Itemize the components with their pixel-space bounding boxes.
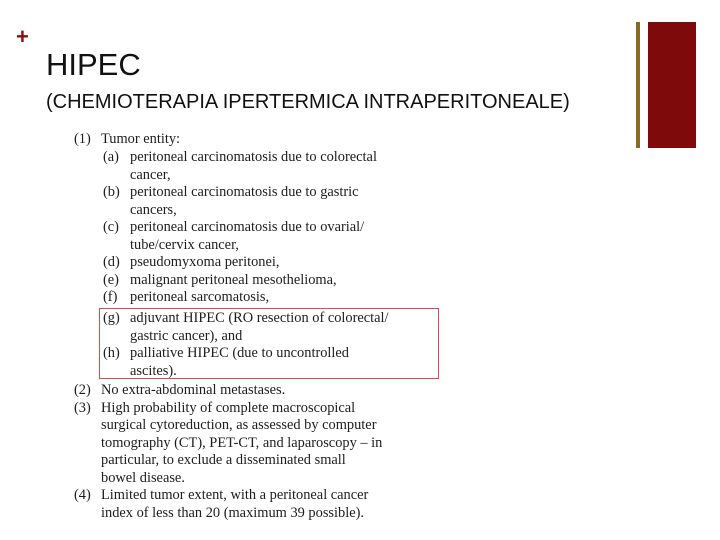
item-text: High probability of complete macroscopical	[101, 399, 356, 416]
item-marker: (4)	[74, 487, 91, 503]
item-text: particular, to exclude a disseminated small	[101, 452, 346, 468]
sub-item-text: gastric cancer), and	[130, 327, 243, 344]
item-text: index of less than 20 (maximum 39 possible).	[101, 504, 364, 521]
sub-item-marker: (f)	[103, 289, 118, 305]
sub-item-text: pseudomyxoma peritonei,	[130, 254, 280, 270]
sub-item-text: malignant peritoneal mesothelioma,	[130, 271, 337, 288]
sub-item-text: tube/cervix cancer,	[130, 236, 239, 253]
sub-item-text: palliative HIPEC (due to uncontrolled	[130, 345, 350, 361]
sub-item-text: peritoneal carcinomatosis due to ovarial/	[130, 219, 365, 235]
sub-item-marker: (c)	[103, 219, 119, 235]
sub-item-text: ascites).	[130, 362, 177, 379]
item-text: surgical cytoreduction, as assessed by computer	[101, 417, 377, 433]
decorative-red-block	[648, 22, 696, 148]
sub-item-text: cancers,	[130, 201, 177, 218]
sub-item-marker: (b)	[103, 184, 120, 200]
item-text: tomography (CT), PET-CT, and laparoscopy – in	[101, 434, 383, 451]
slide-subtitle: (CHEMIOTERAPIA IPERTERMICA INTRAPERITONEALE)	[46, 91, 570, 113]
sub-item-marker: (h)	[103, 345, 120, 361]
sub-item-text: cancer,	[130, 166, 171, 183]
item-text: Limited tumor extent, with a peritoneal cancer	[101, 487, 369, 503]
item-marker: (2)	[74, 382, 91, 398]
sub-item-marker: (g)	[103, 310, 120, 326]
item-text: Tumor entity:	[101, 131, 181, 147]
sub-item-text: peritoneal carcinomatosis due to gastric	[130, 184, 359, 200]
item-marker: (3)	[74, 399, 91, 416]
decorative-gold-bar	[636, 22, 640, 148]
item-text: No extra-abdominal metastases.	[101, 382, 286, 398]
sub-item-text: peritoneal sarcomatosis,	[130, 289, 270, 305]
sub-item-text: peritoneal carcinomatosis due to colorectal	[130, 149, 377, 165]
sub-item-marker: (d)	[103, 254, 120, 270]
item-text: bowel disease.	[101, 469, 185, 486]
sub-item-marker: (a)	[103, 149, 119, 165]
sub-item-text: adjuvant HIPEC (RO resection of colorectal/	[130, 310, 389, 326]
item-marker: (1)	[74, 131, 91, 147]
sub-item-marker: (e)	[103, 271, 119, 288]
plus-icon: +	[16, 24, 29, 49]
slide-title: HIPEC	[46, 47, 141, 82]
